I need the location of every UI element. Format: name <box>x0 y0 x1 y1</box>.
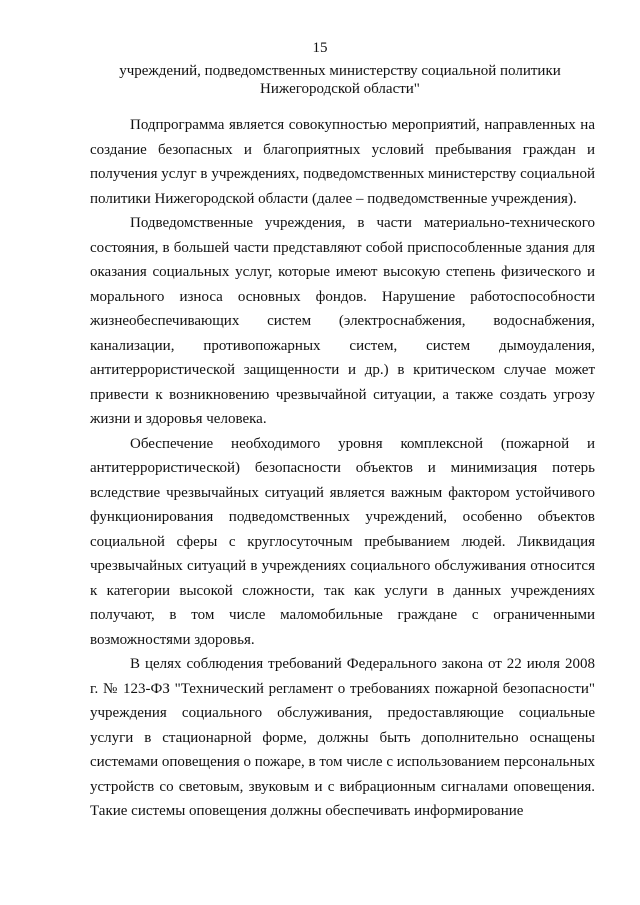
paragraph-1: Подпрограмма является совокупностью мероприятий, направленных на создание безопасных и благоприятных условий пребывания граждан и получения услуг в учреждениях, подведомственных министерству социальной политики Нижегородской области (далее – подведомственные учреждения). <box>90 117 595 207</box>
paragraph-2: Подведомственные учреждения, в части материально-технического состояния, в большей части представляют собой приспособленные здания для оказания социальных услуг, которые имеют высокую степень физического и морального износа основных фондов. Нарушение работоспособности жизнеобеспечивающих систем (электроснабжения, водоснабжения, канализации, противопожарных систем, систем дымоудаления, антитеррористической защищенности и др.) в критическом случае может привести к возникновению чрезвычайной ситуации, а также создать угрозу жизни и здоровья человека. <box>90 215 595 427</box>
paragraph-4: В целях соблюдения требований Федерального закона от 22 июля 2008 г. № 123-ФЗ "Технический регламент о требованиях пожарной безопасности" учреждения социального обслуживания, предоставляющие социальные услуги в стационарной форме, должны быть дополнительно оснащены системами оповещения о пожаре, в том числе с использованием персональных устройств со световым, звуковым и с вибрационным сигналами оповещения. Такие системы оповещения должны обеспечивать информирование <box>90 656 595 819</box>
section-heading: учреждений, подведомственных министерству социальной политики Нижегородской области" <box>119 63 561 97</box>
page-number: 15 <box>312 40 328 56</box>
body-text <box>90 113 595 824</box>
paragraph-3: Обеспечение необходимого уровня комплексной (пожарной и антитеррористической) безопасности объектов и минимизация потерь вследствие чрезвычайных ситуаций является важным фактором устойчивого функционирования подведомственных учреждений, особенно объектов социальной сферы с круглосуточным пребыванием людей. Ликвидация чрезвычайных ситуаций в учреждениях социального обслуживания относится к категории высокой сложности, так как услуги в данных учреждениях получают, в том числе маломобильные граждане с ограниченными возможностями здоровья. <box>90 435 595 648</box>
